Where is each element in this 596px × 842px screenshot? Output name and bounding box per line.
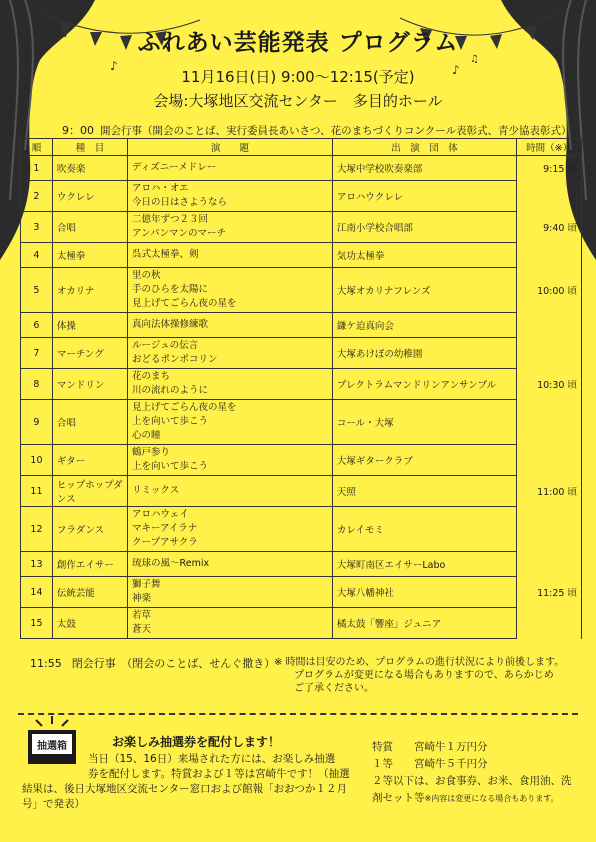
row-number: 8 (21, 369, 53, 400)
piece-title: 手のひらを太陽に (132, 284, 209, 295)
row-number: 14 (21, 577, 53, 608)
row-performer: 大塚ギタークラブ (332, 445, 516, 476)
lottery-description (22, 752, 362, 812)
table-row (21, 552, 582, 577)
header-no: 順 (21, 139, 53, 156)
row-time (517, 445, 582, 476)
row-genre: マンドリン (52, 369, 127, 400)
table-row (21, 476, 582, 507)
piece-title: 上を向いて歩こう (132, 461, 209, 472)
row-genre: ヒップホップダンス (52, 476, 127, 507)
row-performer: 鎌ケ迫真向会 (332, 313, 516, 338)
table-row (21, 338, 582, 369)
event-venue: 会場:大塚地区交流センター 多目的ホール (153, 92, 443, 110)
piece-title: 二億年ずつ２３回 (132, 214, 209, 225)
row-time (517, 243, 582, 268)
piece-title: 川の流れのように (132, 385, 209, 396)
piece-title: 琉球の風～Remix (132, 558, 210, 569)
piece-title: 獅子舞 (132, 579, 161, 590)
row-genre: 創作エイサー (52, 552, 127, 577)
row-time: 11:25 頃 (517, 577, 582, 608)
row-number: 10 (21, 445, 53, 476)
table-row (21, 400, 582, 445)
row-number: 9 (21, 400, 53, 445)
row-number: 15 (21, 608, 53, 639)
row-pieces (128, 445, 333, 476)
page-title: ふれあい芸能発表 プログラム (137, 30, 459, 56)
prize-list (372, 739, 587, 807)
table-row (21, 577, 582, 608)
row-number: 5 (21, 268, 53, 313)
lottery-line: 当日（15、16日）来場された方には、お楽しみ抽選 (88, 753, 336, 765)
note-line: ※ 時間は目安のため、プログラムの進行状況により前後します。 (274, 657, 565, 668)
piece-title: おどるポンポコリン (132, 354, 218, 365)
event-date: 11月16日(日) 9:00～12:15(予定) (181, 68, 415, 86)
row-performer: 大塚八幡神社 (332, 577, 516, 608)
row-pieces (128, 552, 333, 577)
row-performer: アロハウクレレ (332, 181, 516, 212)
piece-title: 神楽 (132, 593, 152, 604)
table-row (21, 243, 582, 268)
row-genre: 吹奏楽 (52, 156, 127, 181)
piece-title: 真向法体操修練歌 (132, 319, 209, 330)
piece-title: マキーアイラナ (132, 523, 198, 534)
note-line: ご了承ください。 (294, 683, 374, 694)
row-genre: 伝統芸能 (52, 577, 127, 608)
table-row (21, 268, 582, 313)
prize-line-last (372, 790, 587, 807)
row-genre: 合唱 (52, 212, 127, 243)
row-time: 11:00 頃 (517, 476, 582, 507)
row-pieces (128, 156, 333, 181)
row-pieces (128, 313, 333, 338)
row-performer: 大塚オカリナフレンズ (332, 268, 516, 313)
piece-title: ルージュの伝言 (132, 340, 199, 351)
row-number: 1 (21, 156, 53, 181)
row-number: 13 (21, 552, 53, 577)
note-line: プログラムが変更になる場合もありますので、あらかじめ (294, 670, 554, 681)
lottery-line: 号」で発表） (22, 798, 85, 810)
opening-time: 9：00 (62, 124, 94, 137)
row-genre: 太鼓 (52, 608, 127, 639)
row-performer: 気功太極拳 (332, 243, 516, 268)
piece-title: アロハウェイ (132, 509, 189, 520)
prize-note: ※内容は変更になる場合もあります。 (424, 794, 559, 803)
row-time (517, 338, 582, 369)
row-genre: 体操 (52, 313, 127, 338)
section-divider (18, 713, 578, 715)
row-pieces (128, 338, 333, 369)
row-time (517, 552, 582, 577)
table-row (21, 445, 582, 476)
row-pieces (128, 507, 333, 552)
piece-title: 花のまち (132, 371, 171, 382)
row-genre: 太極拳 (52, 243, 127, 268)
row-performer: 大塚町南区エイサーLabo (332, 552, 516, 577)
row-time: 10:00 頃 (517, 268, 582, 313)
table-row (21, 608, 582, 639)
piece-title: 蒼天 (132, 624, 152, 635)
program-table (20, 138, 582, 639)
row-performer: 大塚あけぼの幼稚園 (332, 338, 516, 369)
lottery-box-label: 抽選箱 (37, 741, 67, 752)
row-performer: 橘太鼓「響座」ジュニア (332, 608, 516, 639)
row-pieces (128, 181, 333, 212)
row-pieces (128, 476, 333, 507)
row-genre: オカリナ (52, 268, 127, 313)
row-pieces (128, 608, 333, 639)
table-row (21, 507, 582, 552)
svg-text:♫: ♫ (470, 54, 479, 65)
svg-text:♪: ♪ (110, 59, 118, 73)
piece-title: 今日の日はさようなら (132, 197, 228, 208)
program-table-body (21, 156, 582, 639)
row-number: 11 (21, 476, 53, 507)
row-time (517, 181, 582, 212)
schedule-note (274, 656, 584, 695)
row-performer: 大塚中学校吹奏楽部 (332, 156, 516, 181)
piece-title: リミックス (132, 485, 180, 496)
piece-title: 里の秋 (132, 270, 161, 281)
table-row (21, 369, 582, 400)
opening-text: 開会行事（開会のことば、実行委員長あいさつ、花のまちづくりコンクール表彰式、青少協表彰式） (100, 125, 572, 137)
row-time: 9:15 頃 (517, 156, 582, 181)
header-genre: 種 目 (52, 139, 127, 156)
row-number: 7 (21, 338, 53, 369)
row-number: 2 (21, 181, 53, 212)
piece-title: 上を向いて歩こう (132, 416, 209, 427)
row-number: 3 (21, 212, 53, 243)
prize-line: ２等以下は、お食事券、お米、食用油、洗 (372, 775, 572, 787)
piece-title: 鶴戸参り (132, 447, 171, 458)
row-number: 12 (21, 507, 53, 552)
closing-ceremony (30, 655, 275, 671)
row-pieces (128, 243, 333, 268)
row-pieces (128, 212, 333, 243)
header-performer: 出 演 団 体 (332, 139, 516, 156)
svg-text:♪: ♪ (452, 63, 460, 77)
piece-title: アロハ・オエ (132, 183, 189, 194)
prize-line: 特賞 宮崎牛１万円分 (372, 741, 488, 753)
prize-line: 剤セット等 (372, 792, 425, 804)
row-genre: 合唱 (52, 400, 127, 445)
row-performer: カレイモミ (332, 507, 516, 552)
row-genre: ギター (52, 445, 127, 476)
row-performer: コール・大塚 (332, 400, 516, 445)
opening-ceremony (62, 122, 590, 138)
row-pieces (128, 577, 333, 608)
lottery-heading: お楽しみ抽選券を配付します！ (112, 735, 281, 749)
piece-title: クープアサクラ (132, 537, 198, 548)
row-genre: ウクレレ (52, 181, 127, 212)
piece-title: 見上げてごらん夜の星を (132, 298, 237, 309)
row-pieces (128, 400, 333, 445)
header-time: 時間（※） (517, 139, 582, 156)
table-row (21, 313, 582, 338)
closing-time: 11:55 (30, 657, 62, 670)
piece-title: 呉式太極拳、剣 (132, 249, 199, 260)
row-time (517, 608, 582, 639)
closing-text: 閉会行事 （閉会のことば、せんぐ撒き） (71, 657, 276, 670)
header-piece: 演 題 (128, 139, 333, 156)
row-time: 9:40 頃 (517, 212, 582, 243)
row-time: 10:30 頃 (517, 369, 582, 400)
row-time (517, 400, 582, 445)
row-performer: 江南小学校合唱部 (332, 212, 516, 243)
row-genre: フラダンス (52, 507, 127, 552)
lottery-line: 結果は、後日大塚地区交流センター窓口および館報「おおつか１２月 (22, 783, 347, 795)
piece-title: 心の瞳 (132, 430, 161, 441)
prize-line: １等 宮崎牛５千円分 (372, 758, 488, 770)
piece-title: 見上げてごらん夜の星を (132, 402, 237, 413)
table-row (21, 212, 582, 243)
lottery-line: 券を配付します。特賞および１等は宮崎牛です！（抽選 (88, 768, 350, 780)
table-row (21, 156, 582, 181)
row-number: 6 (21, 313, 53, 338)
row-time (517, 313, 582, 338)
row-genre: マーチング (52, 338, 127, 369)
row-time (517, 507, 582, 552)
row-performer: プレクトラムマンドリンアンサンブル (332, 369, 516, 400)
table-row (21, 181, 582, 212)
piece-title: アンパンマンのマーチ (132, 228, 227, 239)
row-pieces (128, 369, 333, 400)
piece-title: 若草 (132, 610, 152, 621)
row-pieces (128, 268, 333, 313)
piece-title: ディズニーメドレー (132, 162, 217, 173)
row-performer: 天照 (332, 476, 516, 507)
row-number: 4 (21, 243, 53, 268)
table-header-row (21, 139, 582, 156)
